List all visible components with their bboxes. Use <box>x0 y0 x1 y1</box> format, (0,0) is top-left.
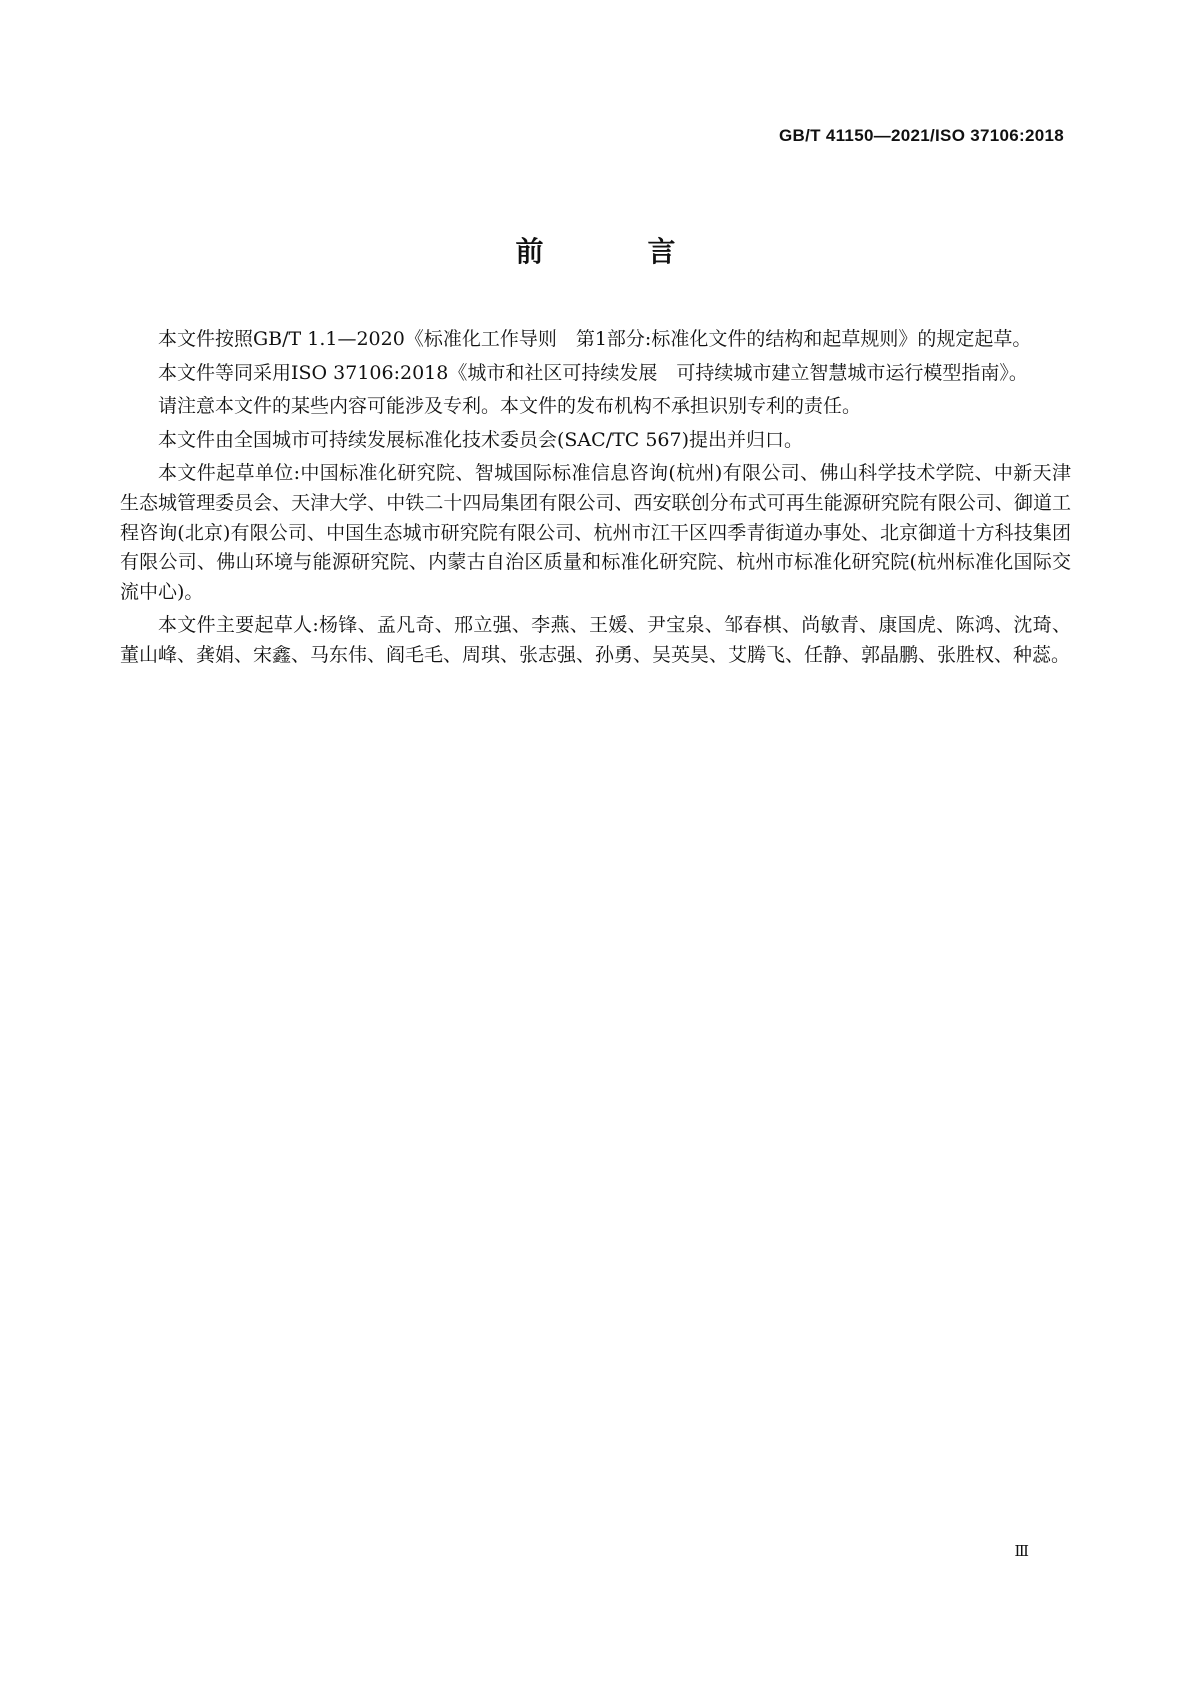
paragraph-drafters: 本文件主要起草人:杨锋、孟凡奇、邢立强、李燕、王媛、尹宝泉、邹春棋、尚敏青、康国虎、陈鸿、沈琦、董山峰、龚娟、宋鑫、马东伟、阎毛毛、周琪、张志强、孙勇、吴英昊、艾腾飞、任静、郭晶鹏、张胜权、种蕊。 <box>120 614 1071 666</box>
paragraph-patent-notice: 请注意本文件的某些内容可能涉及专利。本文件的发布机构不承担识别专利的责任。 <box>158 395 862 418</box>
paragraph-drafting-rules: 本文件按照GB/T 1.1—2020《标准化工作导则 第1部分:标准化文件的结构和起草规则》的规定起草。 <box>158 328 1032 350</box>
paragraph-drafting-units: 本文件起草单位:中国标准化研究院、智城国际标准信息咨询(杭州)有限公司、佛山科学技术学院、中新天津生态城管理委员会、天津大学、中铁二十四局集团有限公司、西安联创分布式可再生能源研究院有限公司、御道工程咨询(北京)有限公司、中国生态城市研究院有限公司、杭州市江干区四季青街道办事处、北京御道十方科技集团有限公司、佛山环境与能源研究院、内蒙古自治区质量和标准化研究院、杭州市标准化研究院(杭州标准化国际交流中心)。 <box>120 462 1071 603</box>
standard-code: GB/T 41150—2021/ISO 37106:2018 <box>779 126 1064 145</box>
page-title: 前 言 <box>515 235 714 268</box>
foreword-body <box>120 325 1071 675</box>
paragraph-adoption: 本文件等同采用ISO 37106:2018《城市和社区可持续发展 可持续城市建立智慧城市运行模型指南》。 <box>158 361 1028 384</box>
page-number: Ⅲ <box>1014 1542 1028 1560</box>
paragraph-committee: 本文件由全国城市可持续发展标准化技术委员会(SAC/TC 567)提出并归口。 <box>158 428 804 451</box>
